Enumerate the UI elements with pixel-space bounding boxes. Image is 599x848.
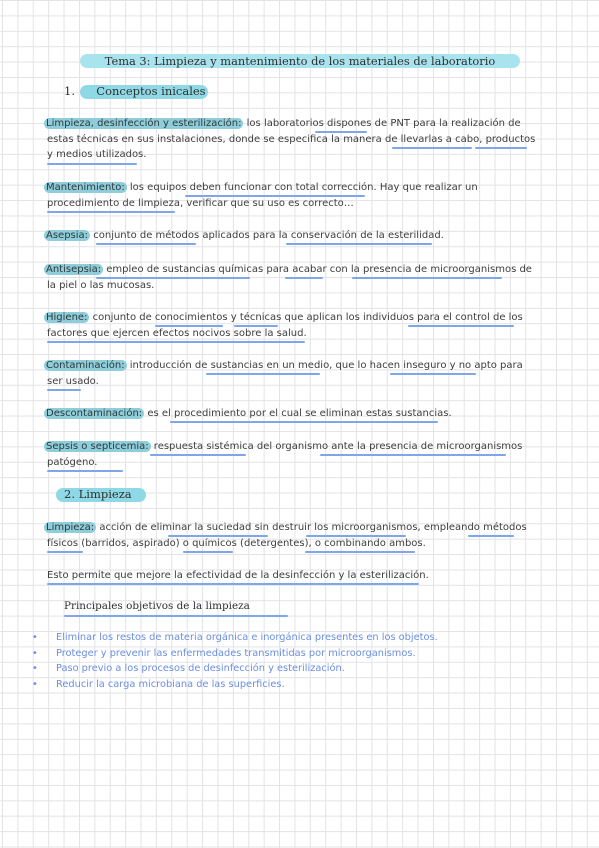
definition-term: Contaminación: bbox=[46, 360, 125, 371]
list-item-text: Eliminar los restos de materia orgánica e inorgánica presentes en los objetos. bbox=[56, 632, 438, 643]
definition-term: Sepsis o septicemia: bbox=[46, 441, 149, 452]
limpieza-definition bbox=[47, 520, 539, 551]
definition-asepsia bbox=[47, 228, 539, 244]
section1-title: Conceptos inicales bbox=[96, 84, 206, 98]
page-title: Tema 3: Limpieza y mantenimiento de los materiales de laboratorio bbox=[104, 54, 496, 68]
section1-number: 1. bbox=[64, 84, 75, 98]
bullet-icon: • bbox=[32, 663, 38, 675]
underline bbox=[234, 325, 278, 327]
section1-heading bbox=[64, 83, 206, 99]
list-item bbox=[32, 661, 552, 677]
definition-text: los laboratorios dispones de PNT para la realización de estas técnicas en sus instalaciones, donde se especifica la manera de llevarlas a cabo, productos y medios utilizados. bbox=[47, 118, 536, 161]
underline bbox=[170, 421, 438, 423]
definition-text: acción de eliminar la suciedad sin destruir los microorganismos, empleando métodos físicos (barridos, aspirado) o químicos (detergentes), o combinando ambos. bbox=[47, 522, 527, 549]
bullet-icon: • bbox=[32, 678, 38, 690]
definition-term: Limpieza: bbox=[46, 522, 95, 533]
definition-text: conjunto de conocimientos y técnicas que aplican los individuos para el control de los factores que ejercen efectos nocivos sobre la salud. bbox=[47, 312, 523, 339]
definition-term: Mantenimiento: bbox=[46, 182, 125, 193]
definition-text: es el procedimiento por el cual se eliminan estas sustancias. bbox=[147, 408, 452, 419]
objectives-list bbox=[32, 630, 552, 692]
definition-text: los equipos deben funcionar con total corrección. Hay que realizar un procedimiento de limpieza, verificar que su uso es correcto… bbox=[47, 182, 478, 209]
underline bbox=[408, 325, 514, 327]
underline bbox=[47, 551, 83, 553]
underline bbox=[47, 583, 419, 585]
underline bbox=[315, 131, 367, 133]
underline bbox=[96, 277, 250, 279]
underline bbox=[390, 373, 476, 375]
definition-term: Higiene: bbox=[46, 312, 88, 323]
underline bbox=[168, 535, 268, 537]
definition-text: conjunto de métodos aplicados para la conservación de la esterilidad. bbox=[93, 230, 444, 241]
underline bbox=[47, 211, 175, 213]
underline bbox=[183, 551, 233, 553]
underline bbox=[306, 535, 406, 537]
underline bbox=[47, 389, 81, 391]
underline bbox=[320, 454, 506, 456]
list-item-text: Paso previo a los procesos de desinfección y esterilización. bbox=[56, 663, 345, 675]
bullet-icon: • bbox=[32, 632, 38, 643]
definition-term: Antisepsia: bbox=[46, 264, 102, 275]
definition-term: Limpieza, desinfección y esterilización: bbox=[46, 118, 242, 129]
underline bbox=[286, 243, 432, 245]
underline bbox=[468, 535, 514, 537]
definition-text: empleo de sustancias químicas para acabar con la presencia de microorganismos de la piel o las mucosas. bbox=[47, 264, 532, 291]
definition-text: introducción de sustancias en un medio, que lo hacen inseguro y no apto para ser usado. bbox=[47, 360, 523, 387]
definition-term: Asepsia: bbox=[46, 230, 89, 241]
list-item bbox=[32, 630, 552, 646]
underline bbox=[47, 470, 123, 472]
underline bbox=[155, 325, 223, 327]
underline bbox=[475, 147, 527, 149]
definition-term: Descontaminación: bbox=[46, 408, 143, 419]
limpieza-note: Esto permite que mejore la efectividad de la desinfección y la esterilización. bbox=[47, 570, 429, 581]
underline bbox=[285, 277, 323, 279]
section2-heading: 2. Limpieza bbox=[64, 487, 132, 501]
underline bbox=[305, 551, 415, 553]
underline bbox=[392, 147, 472, 149]
list-item bbox=[32, 677, 552, 693]
list-item bbox=[32, 646, 552, 662]
definition-limpieza-desinfeccion bbox=[47, 116, 539, 163]
definition-descontaminacion bbox=[47, 406, 539, 422]
underline bbox=[96, 243, 196, 245]
underline bbox=[150, 454, 246, 456]
underline bbox=[64, 615, 288, 617]
bullet-icon: • bbox=[32, 647, 38, 659]
underline bbox=[47, 341, 305, 343]
underline bbox=[206, 373, 320, 375]
objectives-heading: Principales objetivos de la limpieza bbox=[64, 600, 250, 612]
underline bbox=[352, 277, 502, 279]
list-item-text: Proteger y prevenir las enfermedades transmitidas por microorganismos. bbox=[56, 647, 416, 659]
list-item-text: Reducir la carga microbiana de las superficies. bbox=[56, 678, 285, 690]
underline bbox=[47, 163, 137, 165]
definition-text: respuesta sistémica del organismo ante la presencia de microorganismos patógeno. bbox=[47, 441, 523, 468]
underline bbox=[185, 195, 365, 197]
